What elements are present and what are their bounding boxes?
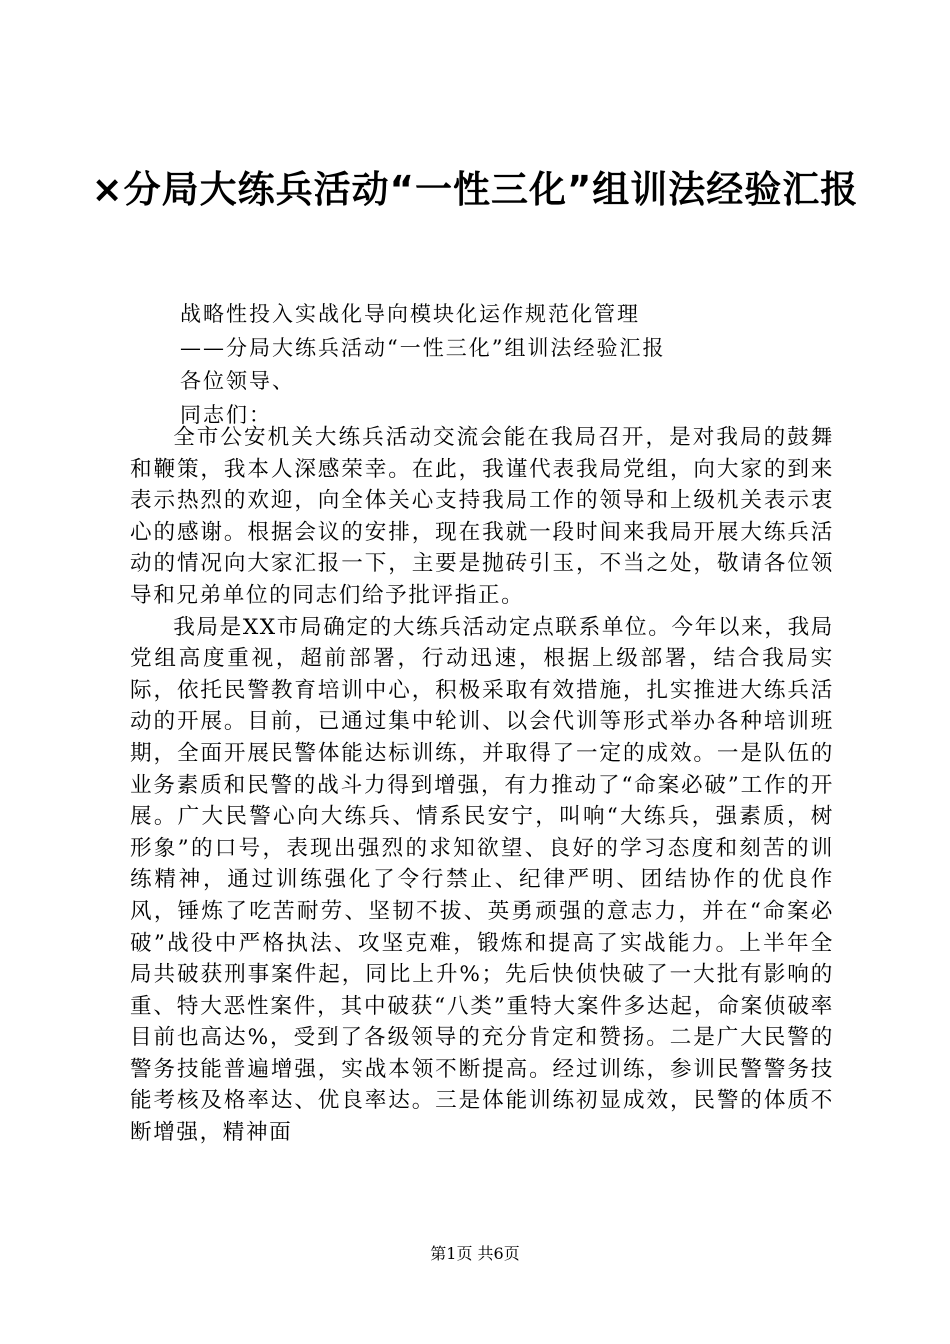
document-body <box>130 422 834 1149</box>
subtitle-line-2: ——分局大练兵活动“一性三化”组训法经验汇报 <box>180 335 666 360</box>
body-paragraph-2: 我局是XX市局确定的大练兵活动定点联系单位。今年以来，我局党组高度重视，超前部署，行动迅速，根据上级部署，结合我局实际，依托民警教育培训中心，积极采取有效措施，扎实推进大练兵活动的开展。目前，已通过集中轮训、以会代训等形式举办各种培训班期，全面开展民警体能达标训练，并取得了一定的成效。一是队伍的业务素质和民警的战斗力得到增强，有力推动了“命案必破”工作的开展。广大民警心向大练兵、情系民安宁，叫响“大练兵，强素质，树形象”的口号，表现出强烈的求知欲望、良好的学习态度和刻苦的训练精神，通过训练强化了令行禁止、纪律严明、团结协作的优良作风，锤炼了吃苦耐劳、坚韧不拔、英勇顽强的意志力，并在“命案必破”战役中严格执法、攻坚克难，锻炼和提高了实战能力。上半年全局共破获刑事案件起，同比上升%；先后快侦快破了一大批有影响的重、特大恶性案件，其中破获“八类”重特大案件多达起，命案侦破率目前也高达%，受到了各级领导的充分肯定和赞扬。二是广大民警的警务技能普遍增强，实战本领不断提高。经过训练，参训民警警务技能考核及格率达、优良率达。三是体能训练初显成效，民警的体质不断增强，精神面 <box>130 614 834 1146</box>
subtitle-line-1: 战略性投入实战化导向模块化运作规范化管理 <box>180 302 640 326</box>
salutation-line-1: 各位领导、 <box>180 369 295 393</box>
salutation-line-2: 同志们： <box>180 402 272 427</box>
body-paragraph-1: 全市公安机关大练兵活动交流会能在我局召开，是对我局的鼓舞和鞭策，我本人深感荣幸。在此，我谨代表我局党组，向大家的到来表示热烈的欢迎，向全体关心支持我局工作的领导和上级机关表示衷心的感谢。根据会议的安排，现在我就一段时间来我局开展大练兵活动的情况向大家汇报一下，主要是抛砖引玉，不当之处，敬请各位领导和兄弟单位的同志们给予批评指正。 <box>130 425 834 608</box>
page-footer: 第1页 共6页 <box>430 1244 520 1263</box>
document-title: ×分局大练兵活动“一性三化”组训法经验汇报 <box>91 168 859 211</box>
intro-block <box>180 298 880 432</box>
